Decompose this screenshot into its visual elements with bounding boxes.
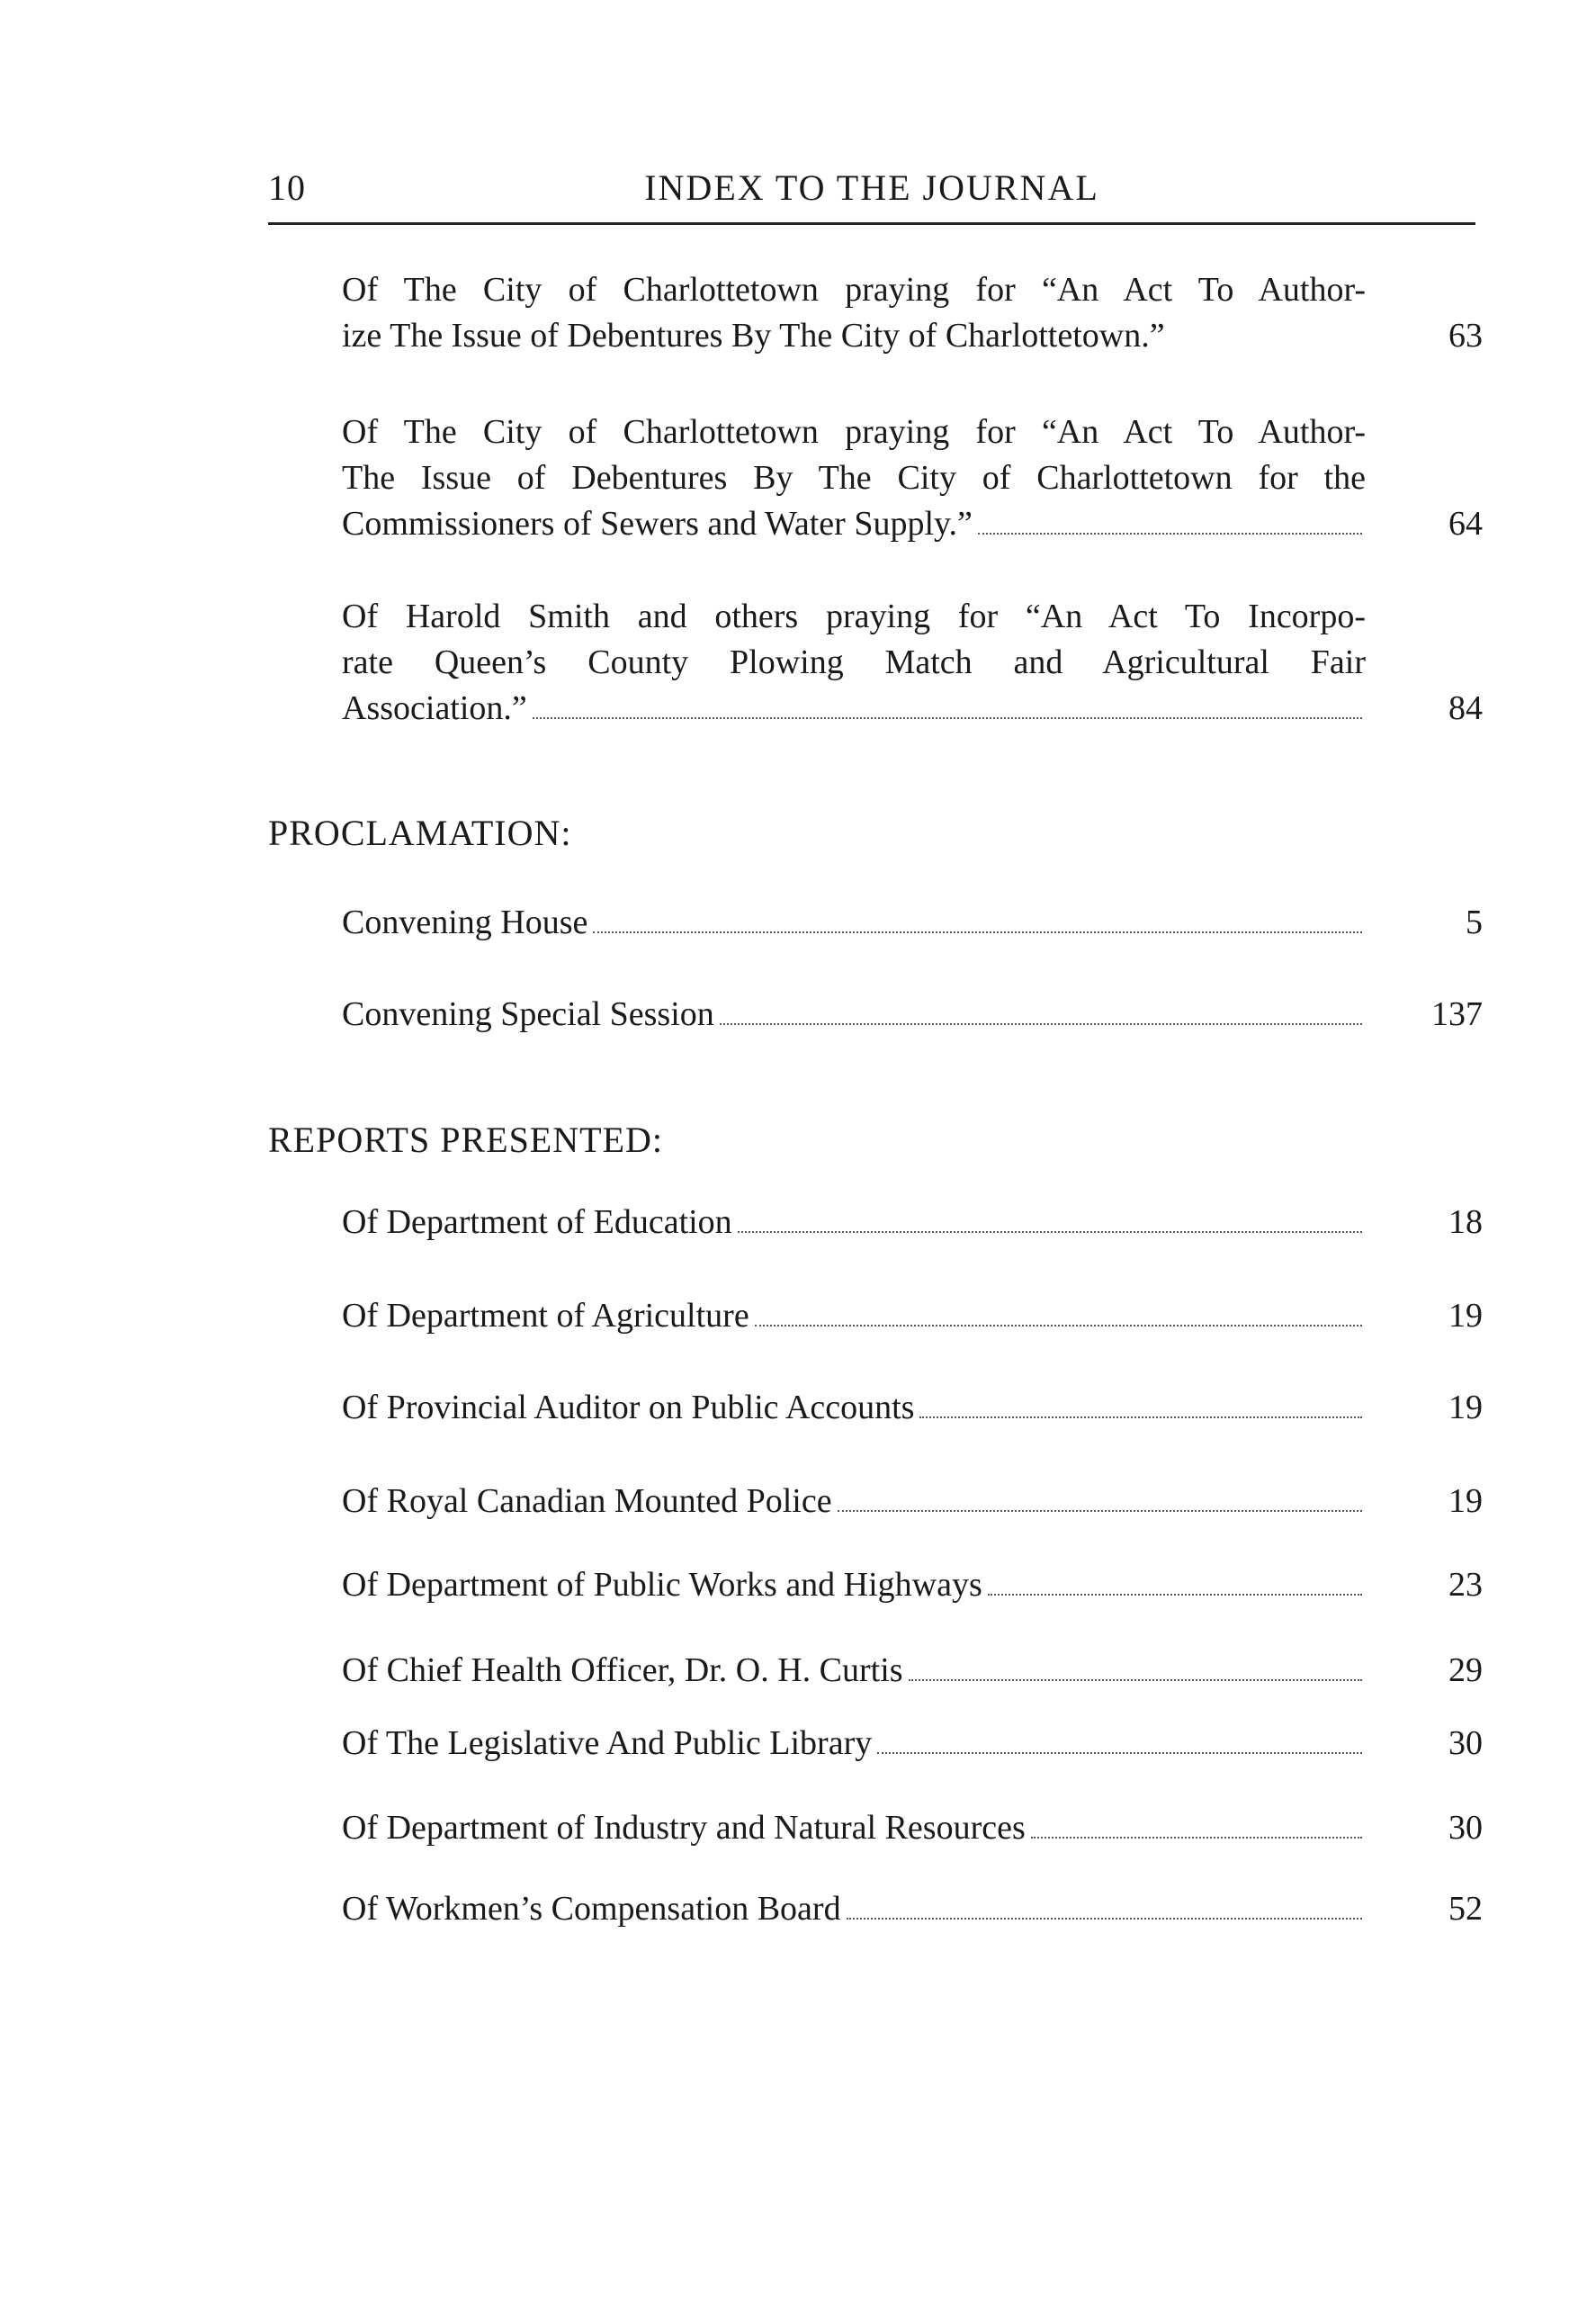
page-reference: 23 xyxy=(1448,1566,1483,1604)
entry-text-line: Of The City of Charlottetown praying for “An Act To Author- xyxy=(342,271,1366,309)
page-reference: 137 xyxy=(1431,995,1483,1033)
page-reference: 19 xyxy=(1448,1297,1483,1335)
page-reference: 64 xyxy=(1448,505,1483,543)
entry-label: Of Provincial Auditor on Public Accounts xyxy=(342,1389,915,1426)
page-reference: 63 xyxy=(1448,317,1483,355)
page-reference: 84 xyxy=(1448,689,1483,727)
entry-label: Of Department of Agriculture xyxy=(342,1297,749,1335)
dot-leader xyxy=(919,1416,1362,1418)
dot-leader xyxy=(877,1752,1362,1754)
running-head xyxy=(268,166,1475,225)
dot-leader xyxy=(838,1510,1362,1512)
index-entry xyxy=(342,1293,1483,1339)
entry-text-line: ize The Issue of Debentures By The City of Charlottetown.” xyxy=(342,317,1165,355)
petition-entry xyxy=(342,409,1483,547)
page-reference: 19 xyxy=(1448,1389,1483,1426)
entry-text-line: Commissioners of Sewers and Water Supply.” xyxy=(342,501,1366,547)
entry-text-line: Of The City of Charlottetown praying for “An Act To Author- xyxy=(342,413,1366,451)
page-reference: 18 xyxy=(1448,1203,1483,1241)
page-reference: 19 xyxy=(1448,1482,1483,1520)
entry-label: Of The Legislative And Public Library xyxy=(342,1724,873,1762)
index-entry xyxy=(342,1385,1483,1431)
index-entry xyxy=(342,900,1483,946)
dot-leader xyxy=(978,533,1362,535)
index-entry xyxy=(342,1648,1483,1694)
dot-leader xyxy=(533,717,1362,719)
dot-leader xyxy=(738,1231,1362,1233)
index-entry xyxy=(342,1886,1483,1932)
index-entry xyxy=(342,1562,1483,1608)
dot-leader xyxy=(847,1918,1362,1920)
entry-label: Convening House xyxy=(342,904,588,941)
dot-leader xyxy=(909,1679,1362,1681)
index-entry xyxy=(342,1200,1483,1245)
section-heading-reports: REPORTS PRESENTED: xyxy=(268,1120,663,1160)
entry-text-line: Of Harold Smith and others praying for “An Act To Incorpo- xyxy=(342,598,1366,635)
index-entry xyxy=(342,1479,1483,1524)
index-entry xyxy=(342,992,1483,1038)
entry-label: Convening Special Session xyxy=(342,995,714,1033)
page-reference: 30 xyxy=(1448,1809,1483,1847)
entry-label: Of Department of Industry and Natural Resources xyxy=(342,1809,1026,1847)
entry-label: Of Workmen’s Compensation Board xyxy=(342,1890,841,1928)
entry-label: Of Department of Public Works and Highways xyxy=(342,1566,982,1604)
entry-text-line: Association.” xyxy=(342,686,1366,732)
page-reference: 29 xyxy=(1448,1651,1483,1689)
dot-leader xyxy=(1031,1837,1362,1839)
dot-leader xyxy=(755,1325,1362,1326)
dot-leader xyxy=(720,1023,1362,1025)
entry-label: Of Chief Health Officer, Dr. O. H. Curtis xyxy=(342,1651,903,1689)
page-title: INDEX TO THE JOURNAL xyxy=(644,167,1099,208)
dot-leader xyxy=(988,1594,1362,1596)
section-heading-proclamation: PROCLAMATION: xyxy=(268,813,572,853)
page-number: 10 xyxy=(268,167,306,208)
index-entry xyxy=(342,1805,1483,1851)
page-reference: 52 xyxy=(1448,1890,1483,1928)
petition-entry xyxy=(342,267,1483,359)
petition-entry xyxy=(342,594,1483,732)
entry-text-line: rate Queen’s County Plowing Match and Agricultural Fair xyxy=(342,643,1366,681)
index-entry xyxy=(342,1721,1483,1767)
entry-label: Of Department of Education xyxy=(342,1203,732,1241)
page-reference: 5 xyxy=(1466,904,1483,941)
page-reference: 30 xyxy=(1448,1724,1483,1762)
entry-text-line: The Issue of Debentures By The City of Charlottetown for the xyxy=(342,459,1366,497)
dot-leader xyxy=(593,931,1362,933)
entry-label: Of Royal Canadian Mounted Police xyxy=(342,1482,832,1520)
